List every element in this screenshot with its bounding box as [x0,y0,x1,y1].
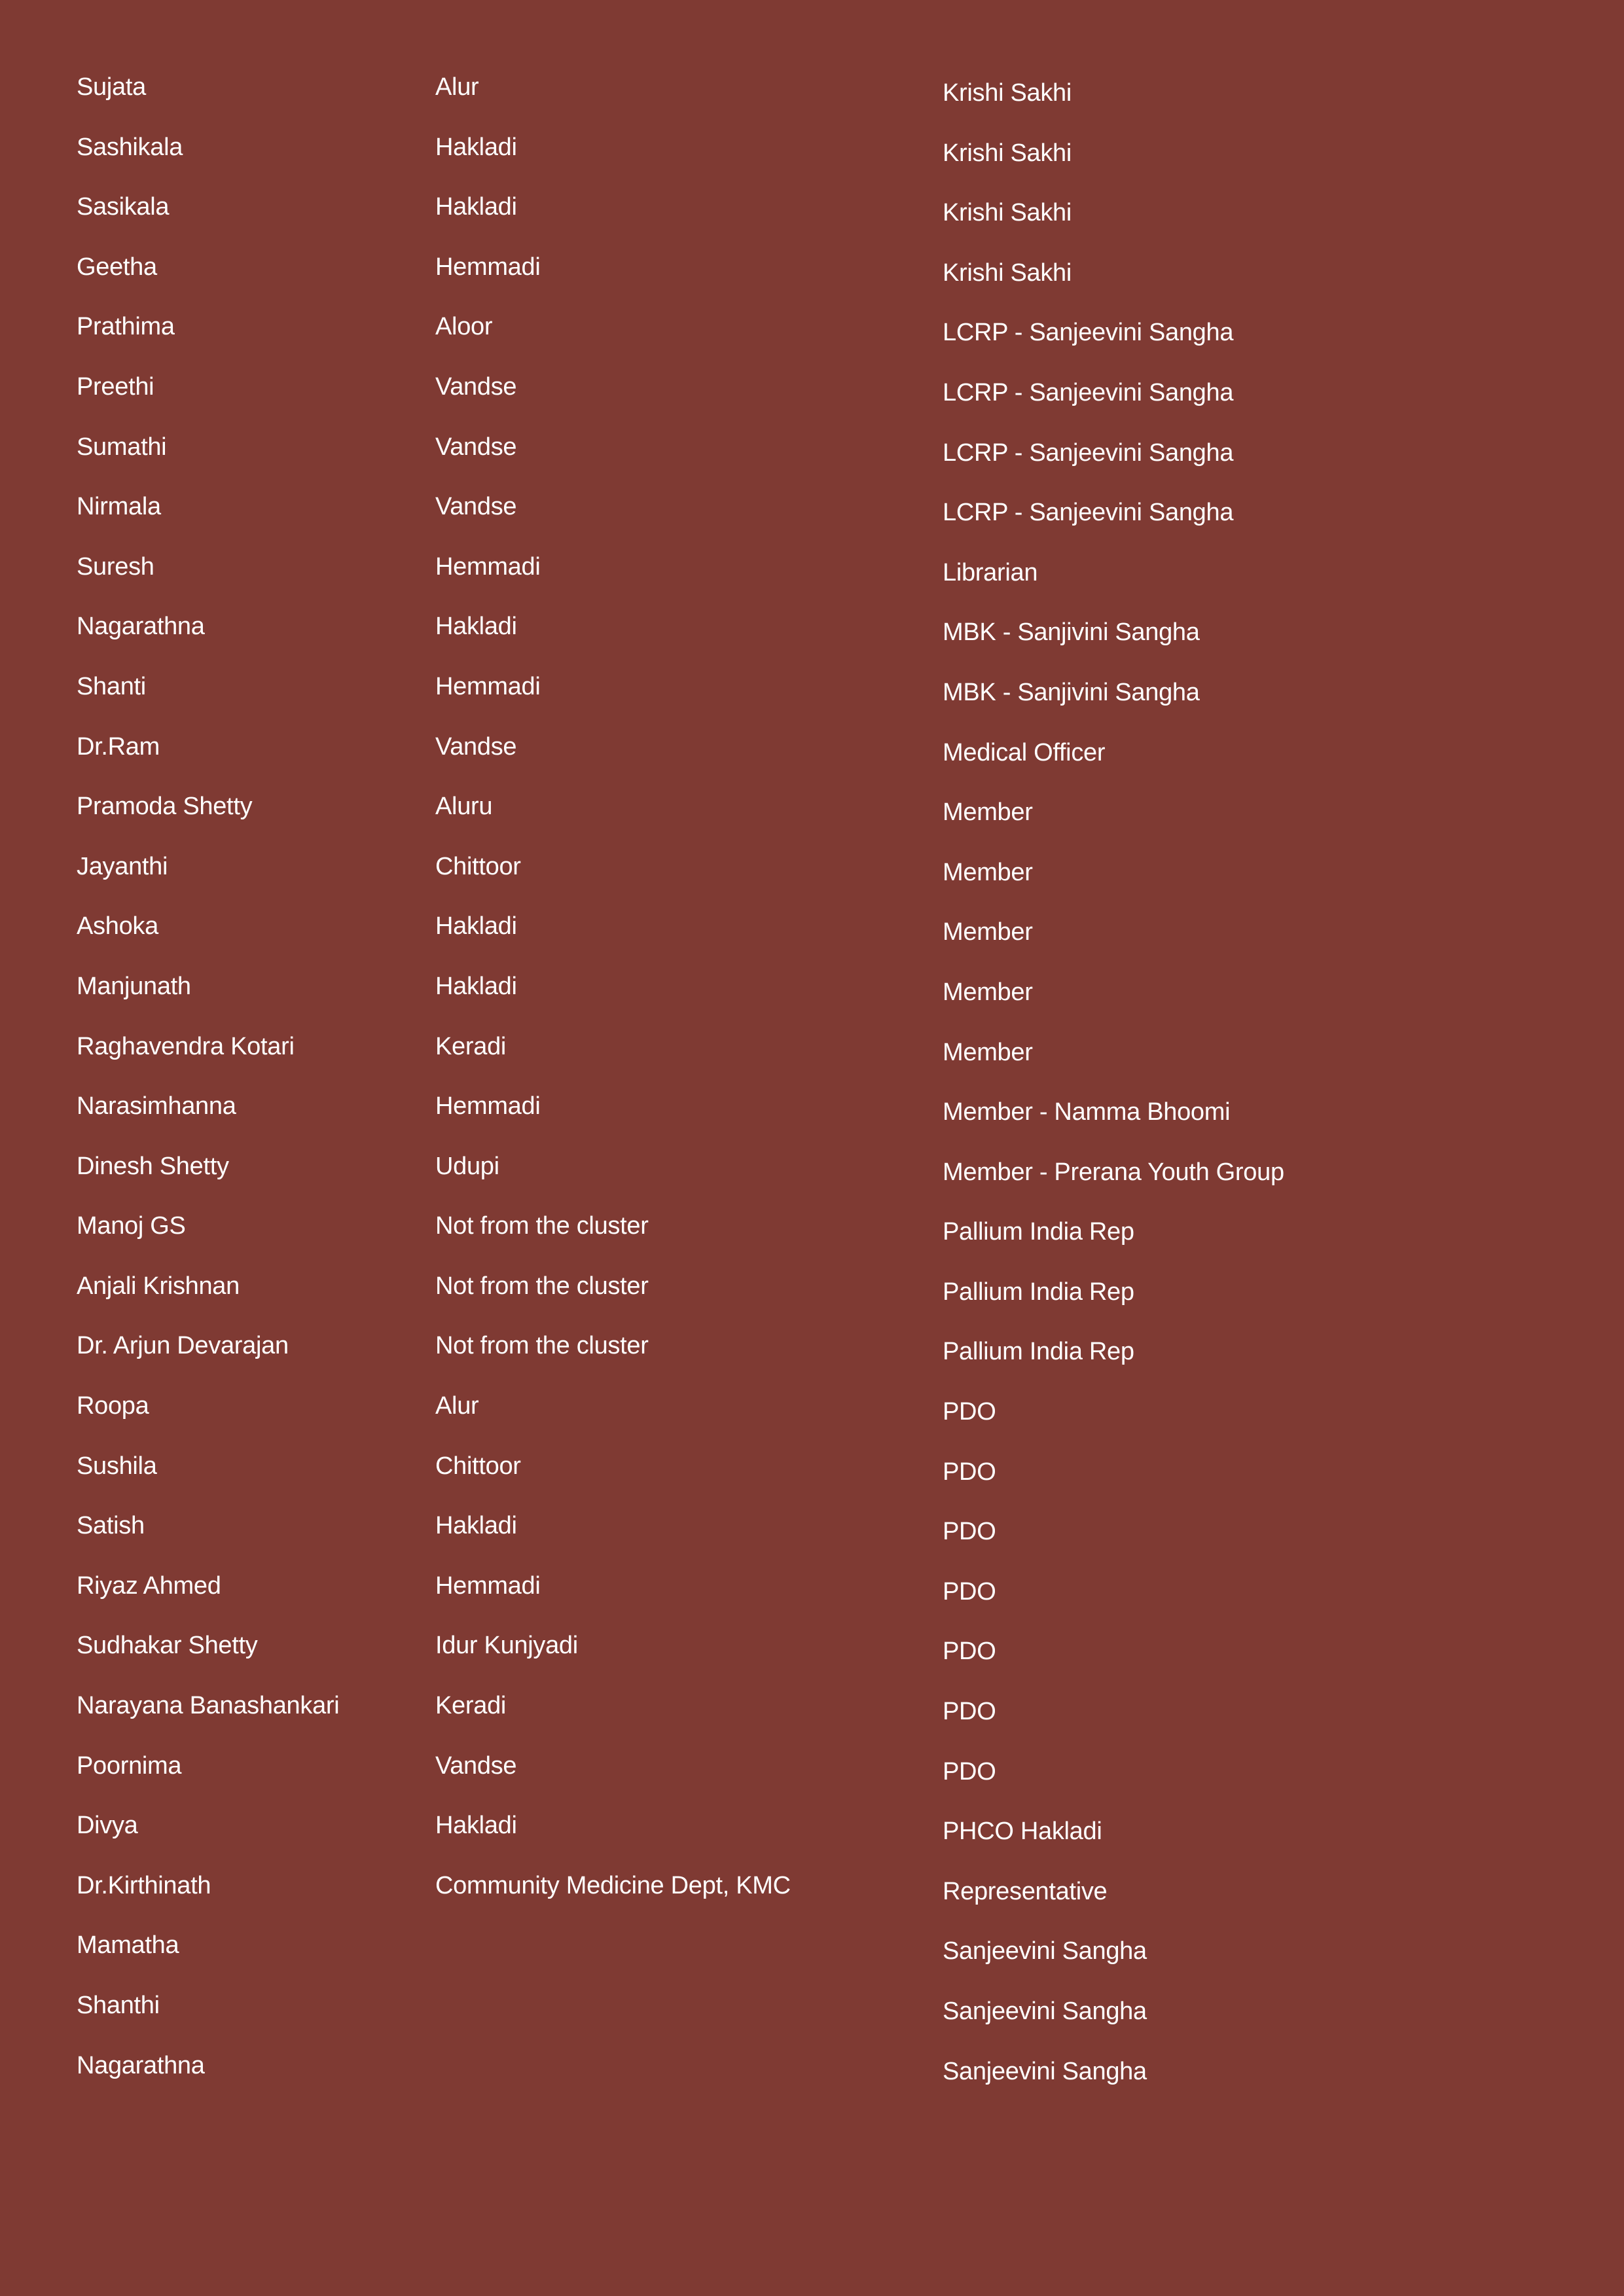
name-item: Sushila [77,1452,157,1480]
name-item: Riyaz Ahmed [77,1571,221,1600]
name-item: Sumathi [77,433,167,461]
name-item: Shanthi [77,1992,160,2019]
name-item: Jayanthi [77,852,168,880]
role-item: Medical Officer [943,738,1106,766]
role-item: Sanjeevini Sangha [943,1998,1147,2025]
name-item: Mamatha [77,1931,179,1960]
role-item: Krishi Sakhi [943,259,1072,287]
place-item: Hemmadi [435,1571,541,1600]
place-item: Keradi [435,1032,507,1060]
role-item: LCRP - Sanjeevini Sangha [943,319,1234,347]
name-item: Anjali Krishnan [77,1272,240,1300]
place-item: Chittoor [435,1452,521,1480]
role-item: Krishi Sakhi [943,199,1072,227]
role-item: Member - Prerana Youth Group [943,1158,1284,1186]
place-item: Not from the cluster [435,1272,649,1300]
role-item: PHCO Hakladi [943,1818,1102,1846]
place-item: Alur [435,73,479,101]
place-item: Hemmadi [435,1092,541,1121]
name-item: Manoj GS [77,1212,186,1240]
name-item: Narayana Banashankari [77,1692,340,1720]
name-item: Ashoka [77,912,158,941]
role-item: Sanjeevini Sangha [943,1937,1147,1965]
name-item: Divya [77,1812,138,1840]
place-item: Aloor [435,313,493,341]
name-item: Manjunath [77,972,191,1000]
name-item: Nirmala [77,493,161,521]
role-item: Pallium India Rep [943,1338,1134,1366]
name-item: Preethi [77,372,154,401]
name-item: Prathima [77,313,175,341]
place-item: Hakladi [435,1512,517,1540]
place-item: Vandse [435,433,517,461]
role-item: MBK - Sanjivini Sangha [943,678,1200,706]
place-item: Hemmadi [435,253,541,281]
role-item: MBK - Sanjivini Sangha [943,619,1200,647]
place-item: Hakladi [435,193,517,221]
name-item: Roopa [77,1392,149,1420]
place-item: Hakladi [435,133,517,161]
name-item: Sasikala [77,193,170,221]
role-item: LCRP - Sanjeevini Sangha [943,378,1234,406]
place-item: Hemmadi [435,552,541,581]
place-item: Aluru [435,793,493,821]
name-item: Dr. Arjun Devarajan [77,1332,289,1360]
place-item: Udupi [435,1152,499,1180]
place-item: Keradi [435,1692,507,1720]
role-item: PDO [943,1757,996,1785]
role-item: Member - Namma Bhoomi [943,1098,1231,1126]
role-item: Sanjeevini Sangha [943,2057,1147,2085]
role-item: Member [943,798,1033,827]
role-item: Pallium India Rep [943,1278,1134,1306]
role-item: Librarian [943,558,1038,586]
place-item: Alur [435,1392,479,1420]
name-item: Nagarathna [77,613,205,641]
places-column [435,58,907,1916]
name-item: Raghavendra Kotari [77,1032,295,1060]
role-item: Member [943,858,1033,886]
name-item: Dr.Ram [77,732,160,761]
place-item: Hakladi [435,613,517,641]
place-item: Hakladi [435,972,517,1000]
place-item: Vandse [435,493,517,521]
place-item: Vandse [435,1751,517,1780]
roles-column [943,63,1532,2102]
role-item: Member [943,1038,1033,1066]
name-item: Sudhakar Shetty [77,1632,258,1660]
role-item: Member [943,978,1033,1006]
name-item: Sujata [77,73,146,101]
place-item: Community Medicine Dept, KMC [435,1871,791,1899]
place-item: Vandse [435,372,517,401]
place-item: Hakladi [435,912,517,941]
name-item: Satish [77,1512,145,1540]
role-item: Krishi Sakhi [943,139,1072,167]
name-item: Dr.Kirthinath [77,1871,211,1899]
role-item: Krishi Sakhi [943,79,1072,107]
role-item: LCRP - Sanjeevini Sangha [943,439,1234,467]
role-item: PDO [943,1458,996,1486]
role-item: PDO [943,1577,996,1605]
place-item: Vandse [435,732,517,761]
name-item: Nagarathna [77,2051,205,2079]
role-item: Pallium India Rep [943,1218,1134,1246]
name-item: Suresh [77,552,154,581]
place-item: Hakladi [435,1812,517,1840]
role-item: LCRP - Sanjeevini Sangha [943,499,1234,527]
name-item: Pramoda Shetty [77,793,253,821]
role-item: PDO [943,1638,996,1666]
place-item: Not from the cluster [435,1212,649,1240]
role-item: PDO [943,1398,996,1426]
place-item: Chittoor [435,852,521,880]
place-item: Hemmadi [435,672,541,700]
role-item: PDO [943,1698,996,1726]
name-item: Sashikala [77,133,183,161]
name-item: Poornima [77,1751,182,1780]
name-item: Dinesh Shetty [77,1152,229,1180]
role-item: PDO [943,1518,996,1546]
name-item: Geetha [77,253,157,281]
name-item: Narasimhanna [77,1092,236,1121]
place-item: Not from the cluster [435,1332,649,1360]
name-item: Shanti [77,672,146,700]
role-item: Representative [943,1877,1108,1905]
place-item: Idur Kunjyadi [435,1632,578,1660]
role-item: Member [943,918,1033,946]
names-column [77,58,417,2096]
